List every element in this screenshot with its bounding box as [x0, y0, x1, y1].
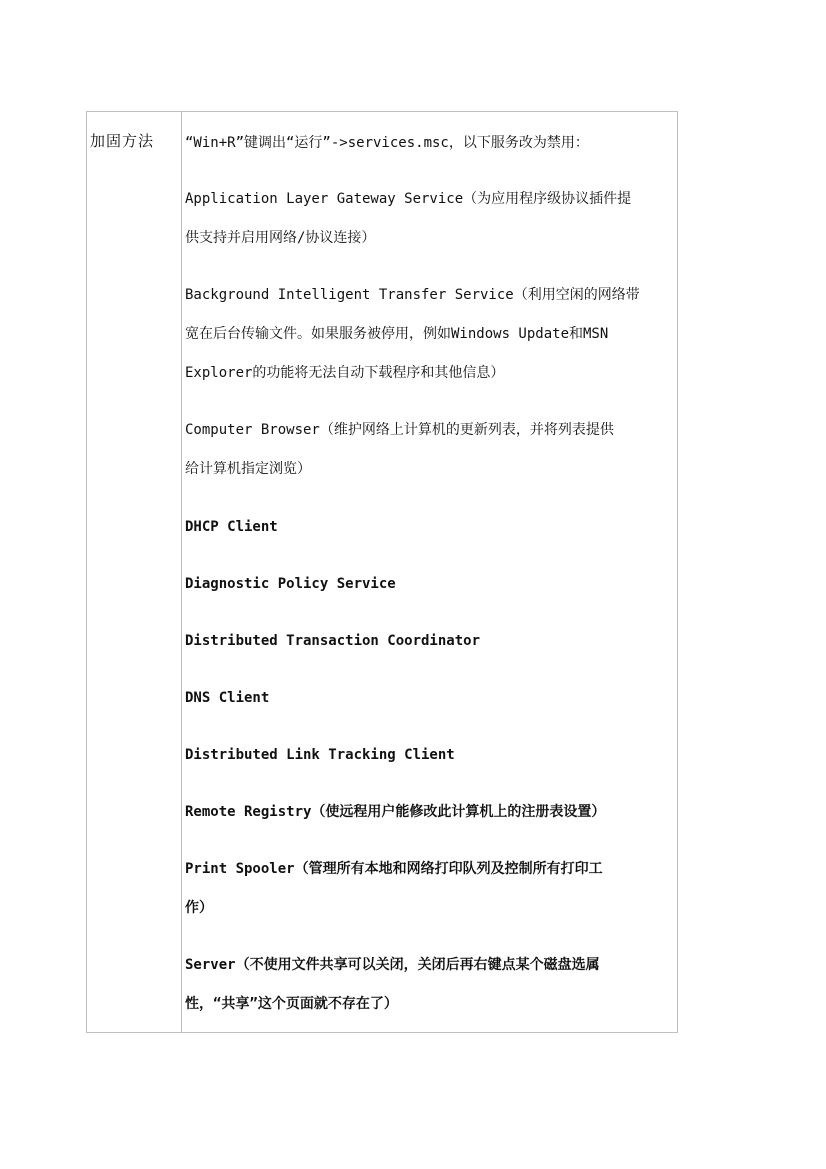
service-line: Background Intelligent Transfer Service（利用空闲的网络带 — [185, 287, 640, 303]
row-label: 加固方法 — [90, 132, 155, 150]
service-line: Application Layer Gateway Service（为应用程序级协议插件提 — [185, 191, 632, 207]
service-item-computer-browser — [185, 411, 677, 489]
service-line: Diagnostic Policy Service — [185, 576, 396, 592]
intro-paragraph: “Win+R”键调出“运行”->services.msc，以下服务改为禁用： — [185, 135, 589, 151]
service-line: Print Spooler（管理所有本地和网络打印队列及控制所有打印工 — [185, 861, 603, 877]
service-item-diagnostic-policy — [185, 565, 677, 604]
service-item-remote-registry — [185, 793, 677, 832]
content-cell — [182, 112, 677, 1032]
service-line: 给计算机指定浏览） — [185, 461, 311, 477]
service-line: Distributed Link Tracking Client — [185, 747, 455, 763]
service-line: Remote Registry（使远程用户能修改此计算机上的注册表设置） — [185, 804, 606, 820]
service-line: Explorer的功能将无法自动下载程序和其他信息） — [185, 365, 505, 381]
label-cell — [87, 112, 182, 1032]
service-line: Server（不使用文件共享可以关闭，关闭后再右键点某个磁盘选属 — [185, 957, 600, 973]
service-item-distributed-transaction-coordinator — [185, 622, 677, 661]
service-line: DHCP Client — [185, 519, 278, 535]
service-line: Distributed Transaction Coordinator — [185, 633, 481, 649]
service-line: DNS Client — [185, 690, 270, 706]
service-item-application-layer-gateway — [185, 180, 677, 258]
service-line: Computer Browser（维护网络上计算机的更新列表，并将列表提供 — [185, 422, 614, 438]
service-line: 供支持并启用网络/协议连接） — [185, 230, 376, 246]
hardening-table — [86, 111, 678, 1033]
service-line: 性，“共享”这个页面就不存在了） — [185, 996, 398, 1012]
service-item-server — [185, 946, 677, 1024]
service-item-dhcp-client — [185, 508, 677, 547]
service-item-distributed-link-tracking — [185, 736, 677, 775]
service-item-dns-client — [185, 679, 677, 718]
service-line: 作） — [185, 900, 213, 916]
service-item-background-intelligent-transfer — [185, 276, 677, 393]
service-line: 宽在后台传输文件。如果服务被停用，例如Windows Update和MSN — [185, 326, 609, 342]
service-item-print-spooler — [185, 850, 677, 928]
